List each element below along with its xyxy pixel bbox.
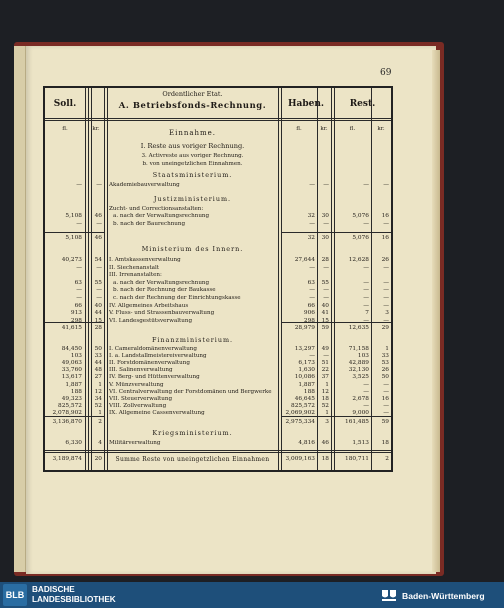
subtotal-soll-kr: 46 — [94, 235, 102, 241]
baden-wuerttemberg-crest-icon — [380, 587, 398, 603]
soll-fl: — — [76, 295, 82, 301]
row-label: V. Münzverwaltung — [109, 381, 164, 388]
row-label: VIII. Zollverwaltung — [109, 402, 167, 409]
rest-kr: — — [383, 409, 389, 416]
rest-fl: 42,889 — [348, 360, 369, 367]
haben-fl: 188 — [303, 388, 315, 395]
soll-kr: 1 — [98, 381, 102, 388]
soll-fl: — — [76, 221, 82, 227]
einnahme-title: Einnahme. — [168, 129, 217, 137]
rest-fl: — — [363, 287, 369, 294]
haben-fl: 825,572 — [291, 402, 315, 409]
subtotal-haben-kr: 3 — [325, 419, 329, 425]
haben-fl: 6,173 — [298, 360, 315, 367]
soll-fl: 33,760 — [61, 367, 82, 374]
row-label: II. Forstdomänenverwaltung — [109, 360, 190, 367]
soll-kr: 40 — [94, 302, 102, 309]
subtotal-soll-kr: 2 — [98, 419, 102, 425]
row-label: Zucht- und Correctionsanstalten: — [109, 206, 204, 212]
row-label: I. Amtskassenverwaltung — [109, 257, 181, 263]
rest-kr: — — [383, 279, 389, 286]
sum-rule — [45, 452, 391, 453]
row-label: I. a. Landstallmeistereiverwaltung — [109, 353, 207, 360]
einnahme-sub3: b. von uneingetzlichen Einnahmen. — [142, 161, 243, 167]
soll-kr-label: kr. — [92, 126, 100, 132]
header-rule — [45, 118, 391, 119]
haben-fl: 63 — [307, 279, 315, 286]
rest-kr: 53 — [381, 360, 389, 367]
rest-kr: — — [383, 221, 389, 227]
soll-fl: 49,323 — [61, 395, 82, 402]
rest-fl: 12,628 — [348, 257, 369, 263]
haben-kr: 30 — [321, 213, 329, 219]
row-label: VII. Steuerverwaltung — [109, 395, 173, 402]
page-number: 69 — [380, 68, 392, 78]
soll-fl: 66 — [74, 302, 82, 309]
soll-kr: 44 — [94, 310, 102, 317]
subtotal-rest-kr: 16 — [381, 235, 389, 241]
soll-kr: 44 — [94, 360, 102, 367]
haben-fl: 1,630 — [298, 367, 315, 374]
row-label: a. nach der Verwaltungsrechnung — [113, 279, 210, 286]
soll-fl: 913 — [70, 310, 82, 317]
soll-kr: 48 — [94, 367, 102, 374]
etat-label: Ordentlicher Etat. — [162, 90, 223, 98]
rest-kr: — — [383, 317, 389, 324]
haben-fl: 27,644 — [294, 257, 315, 263]
rest-fl: 5,076 — [352, 213, 369, 219]
soll-fl-label: fl. — [62, 126, 68, 132]
rest-fl: 32,130 — [348, 367, 369, 374]
soll-header: Soll. — [53, 99, 77, 109]
row-label: b. nach der Baurechnung — [113, 221, 186, 227]
state-name: Baden-Württemberg — [402, 591, 485, 601]
rest-fl: 7 — [365, 310, 369, 317]
subtotal-rule — [281, 232, 391, 233]
haben-kr: — — [323, 182, 329, 188]
soll-fl: 49,063 — [61, 360, 82, 367]
soll-kr: 52 — [94, 402, 102, 409]
row-label: I. Cameraldomänenverwaltung — [109, 346, 197, 352]
library-name-line1: BADISCHE — [32, 585, 75, 594]
soll-fl: 6,330 — [65, 440, 82, 446]
haben-fl: 10,086 — [294, 374, 315, 381]
rest-kr: — — [383, 302, 389, 309]
haben-fl: 46,645 — [294, 395, 315, 402]
rest-kr: 1 — [385, 346, 389, 352]
total-haben-kr: 18 — [321, 456, 329, 462]
rest-fl-label: fl. — [349, 126, 356, 132]
subtotal-haben-fl: 28,979 — [294, 325, 315, 331]
rest-fl: — — [363, 388, 369, 395]
rest-fl: — — [363, 295, 369, 301]
rest-fl: 9,000 — [352, 409, 369, 416]
soll-fl: 103 — [70, 353, 82, 360]
rest-fl: — — [363, 317, 369, 324]
haben-kr: 40 — [321, 302, 329, 309]
haben-kr: 55 — [321, 279, 329, 286]
section-krieg: Kriegsministerium. — [152, 429, 233, 437]
soll-kr: — — [96, 295, 102, 301]
soll-fl: 298 — [70, 317, 82, 324]
haben-kr-label: kr. — [320, 126, 328, 132]
einnahme-sub1: I. Reste aus voriger Rechnung. — [140, 142, 245, 150]
left-page-edge — [14, 46, 26, 572]
rest-kr: — — [383, 381, 389, 388]
soll-kr: 34 — [94, 395, 102, 402]
haben-fl: 2,069,902 — [285, 409, 315, 416]
rest-kr: — — [383, 182, 389, 188]
haben-fl: 298 — [303, 317, 315, 324]
subtotal-soll-fl: 3,136,870 — [52, 419, 82, 425]
row-label: V. Fluss- und Strassenbauverwaltung — [109, 310, 215, 317]
rest-kr: 18 — [381, 440, 389, 446]
subtotal-rest-kr: 29 — [381, 325, 389, 331]
haben-kr: 22 — [321, 367, 329, 374]
haben-fl: — — [309, 353, 315, 360]
row-label: III. Salinenverwaltung — [109, 367, 173, 374]
haben-kr: 52 — [321, 402, 329, 409]
rest-kr: — — [383, 287, 389, 294]
rest-kr: 50 — [381, 374, 389, 381]
soll-kr: — — [96, 287, 102, 294]
page-edge — [432, 50, 440, 572]
rest-kr: 33 — [381, 353, 389, 360]
rest-kr: — — [383, 402, 389, 409]
haben-fl: — — [309, 221, 315, 227]
subtotal-soll-fl: 5,108 — [65, 235, 82, 241]
col-divider — [331, 88, 332, 470]
haben-kr: — — [323, 287, 329, 294]
library-name-line2: LANDESBIBLIOTHEK — [32, 595, 116, 604]
rest-fl: — — [363, 182, 369, 188]
haben-fl: 1,887 — [298, 381, 315, 388]
row-label: IV. Berg- und Hüttenverwaltung — [109, 374, 200, 381]
haben-fl: 13,297 — [294, 346, 315, 352]
soll-kr: 1 — [98, 409, 102, 416]
total-soll-kr: 20 — [94, 456, 102, 462]
rest-fl: — — [363, 402, 369, 409]
rest-fl: — — [363, 221, 369, 227]
soll-fl: 13,617 — [61, 374, 82, 381]
subtotal-rest-fl: 12,635 — [348, 325, 369, 331]
total-rest-kr: 2 — [385, 456, 389, 462]
section-innern: Ministerium des Innern. — [141, 245, 244, 253]
subtotal-haben-fl: 32 — [307, 235, 315, 241]
haben-kr: 1 — [325, 381, 329, 388]
row-label: VI. Landesgestütsverwaltung — [109, 317, 193, 324]
rest-kr: — — [383, 388, 389, 395]
rest-kr: 16 — [381, 395, 389, 402]
soll-fl: 40,273 — [61, 257, 82, 263]
einnahme-sub2: 3. Activreste aus voriger Rechnung. — [141, 153, 244, 159]
subtotal-rest-kr: 59 — [381, 419, 389, 425]
section-staats: Staatsministerium. — [152, 171, 233, 179]
haben-kr: 12 — [321, 388, 329, 395]
soll-kr: — — [96, 264, 102, 271]
soll-kr: — — [96, 182, 102, 188]
soll-fl: 5,108 — [65, 213, 82, 219]
soll-kr: 33 — [94, 353, 102, 360]
rest-fl: 3,525 — [352, 374, 369, 381]
row-label: a. nach der Verwaltungsrechnung — [113, 213, 210, 219]
rest-kr: 26 — [381, 257, 389, 263]
subtotal-rest-fl: 161,485 — [345, 419, 369, 425]
haben-header: Haben. — [287, 99, 325, 109]
soll-fl: 1,887 — [65, 381, 82, 388]
haben-kr: 46 — [321, 440, 329, 446]
header-rule — [45, 120, 391, 121]
row-label: Militärverwaltung — [109, 440, 161, 446]
haben-fl: 4,816 — [298, 440, 315, 446]
rest-kr-label: kr. — [377, 126, 385, 132]
rest-fl: — — [363, 279, 369, 286]
haben-kr: — — [323, 221, 329, 227]
summe-label: Summe Reste von uneingetzlichen Einnahmen — [115, 456, 270, 463]
soll-fl: 825,572 — [58, 402, 82, 409]
row-label: VI. Centralverwaltung der Forstdomänen und Bergwerke — [109, 388, 272, 395]
subtotal-soll-kr: 28 — [94, 325, 102, 331]
haben-fl: — — [309, 264, 315, 271]
section-finanz: Finanzministerium. — [151, 336, 234, 344]
rest-kr: 3 — [385, 310, 389, 317]
rest-fl: 71,158 — [348, 346, 369, 352]
rest-fl: 2,678 — [352, 395, 369, 402]
total-haben-fl: 3,009,163 — [285, 456, 315, 462]
haben-kr: — — [323, 295, 329, 301]
ledger-table — [43, 86, 393, 472]
soll-kr: 4 — [98, 440, 102, 446]
col-divider — [104, 88, 105, 470]
row-label: b. nach der Rechnung der Baukasse — [113, 287, 216, 294]
rest-fl: — — [363, 381, 369, 388]
soll-fl: — — [76, 264, 82, 271]
soll-fl: 188 — [70, 388, 82, 395]
haben-kr: 1 — [325, 409, 329, 416]
soll-kr: 54 — [94, 257, 102, 263]
subtotal-haben-kr: 59 — [321, 325, 329, 331]
sum-rule — [45, 450, 391, 451]
row-label: IX. Allgemeine Cassenverwaltung — [109, 409, 205, 416]
soll-fl: — — [76, 287, 82, 294]
rest-fl: 1,513 — [352, 440, 369, 446]
blb-logo[interactable]: BLB — [3, 584, 27, 606]
soll-kr: 12 — [94, 388, 102, 395]
total-rest-fl: 180,711 — [345, 456, 369, 462]
haben-fl: 66 — [307, 302, 315, 309]
soll-kr: 46 — [94, 213, 102, 219]
haben-fl: — — [309, 287, 315, 294]
haben-fl: — — [309, 295, 315, 301]
soll-fl: — — [76, 182, 82, 188]
page-title: A. Betriebsfonds-Rechnung. — [118, 100, 267, 110]
soll-kr: 27 — [94, 374, 102, 381]
haben-kr: 41 — [321, 310, 329, 317]
row-label: III. Irrenanstalten: — [109, 272, 162, 279]
rest-kr: — — [383, 264, 389, 271]
soll-kr: 15 — [94, 317, 102, 324]
soll-fl: 63 — [74, 279, 82, 286]
rest-fl: — — [363, 302, 369, 309]
soll-fl: 2,078,902 — [52, 409, 82, 416]
haben-kr: — — [323, 264, 329, 271]
section-justiz: Justizministerium. — [153, 195, 232, 203]
haben-kr: 37 — [321, 374, 329, 381]
haben-kr: 18 — [321, 395, 329, 402]
haben-kr: 15 — [321, 317, 329, 324]
rest-kr: 26 — [381, 367, 389, 374]
soll-fl: 84,450 — [61, 346, 82, 352]
haben-fl-label: fl. — [296, 126, 302, 132]
soll-kr: — — [96, 221, 102, 227]
col-divider — [85, 88, 86, 470]
haben-fl: — — [309, 182, 315, 188]
row-label: IV. Allgemeines Arbeitshaus — [109, 302, 189, 309]
haben-kr: 49 — [321, 346, 329, 352]
haben-kr: — — [323, 353, 329, 360]
haben-kr: 51 — [321, 360, 329, 367]
total-soll-fl: 3,189,874 — [52, 456, 82, 462]
rest-kr: 16 — [381, 213, 389, 219]
row-label: II. Siechenanstalt — [109, 264, 159, 271]
haben-fl: 32 — [307, 213, 315, 219]
subtotal-haben-kr: 30 — [321, 235, 329, 241]
subtotal-soll-fl: 41,615 — [61, 325, 82, 331]
subtotal-rule — [45, 232, 104, 233]
haben-kr: 28 — [321, 257, 329, 263]
rest-fl: — — [363, 264, 369, 271]
row-label: Akademiebauverwaltung — [109, 182, 180, 188]
rest-kr: — — [383, 295, 389, 301]
haben-fl: 906 — [303, 310, 315, 317]
subtotal-rest-fl: 5,076 — [352, 235, 369, 241]
col-divider — [278, 88, 279, 470]
rest-header: Rest. — [349, 99, 376, 109]
rest-fl: 103 — [357, 353, 369, 360]
soll-kr: 50 — [94, 346, 102, 352]
row-label: c. nach der Rechnung der Einrichtungskasse — [113, 295, 241, 301]
soll-kr: 55 — [94, 279, 102, 286]
subtotal-haben-fl: 2,975,334 — [285, 419, 315, 425]
